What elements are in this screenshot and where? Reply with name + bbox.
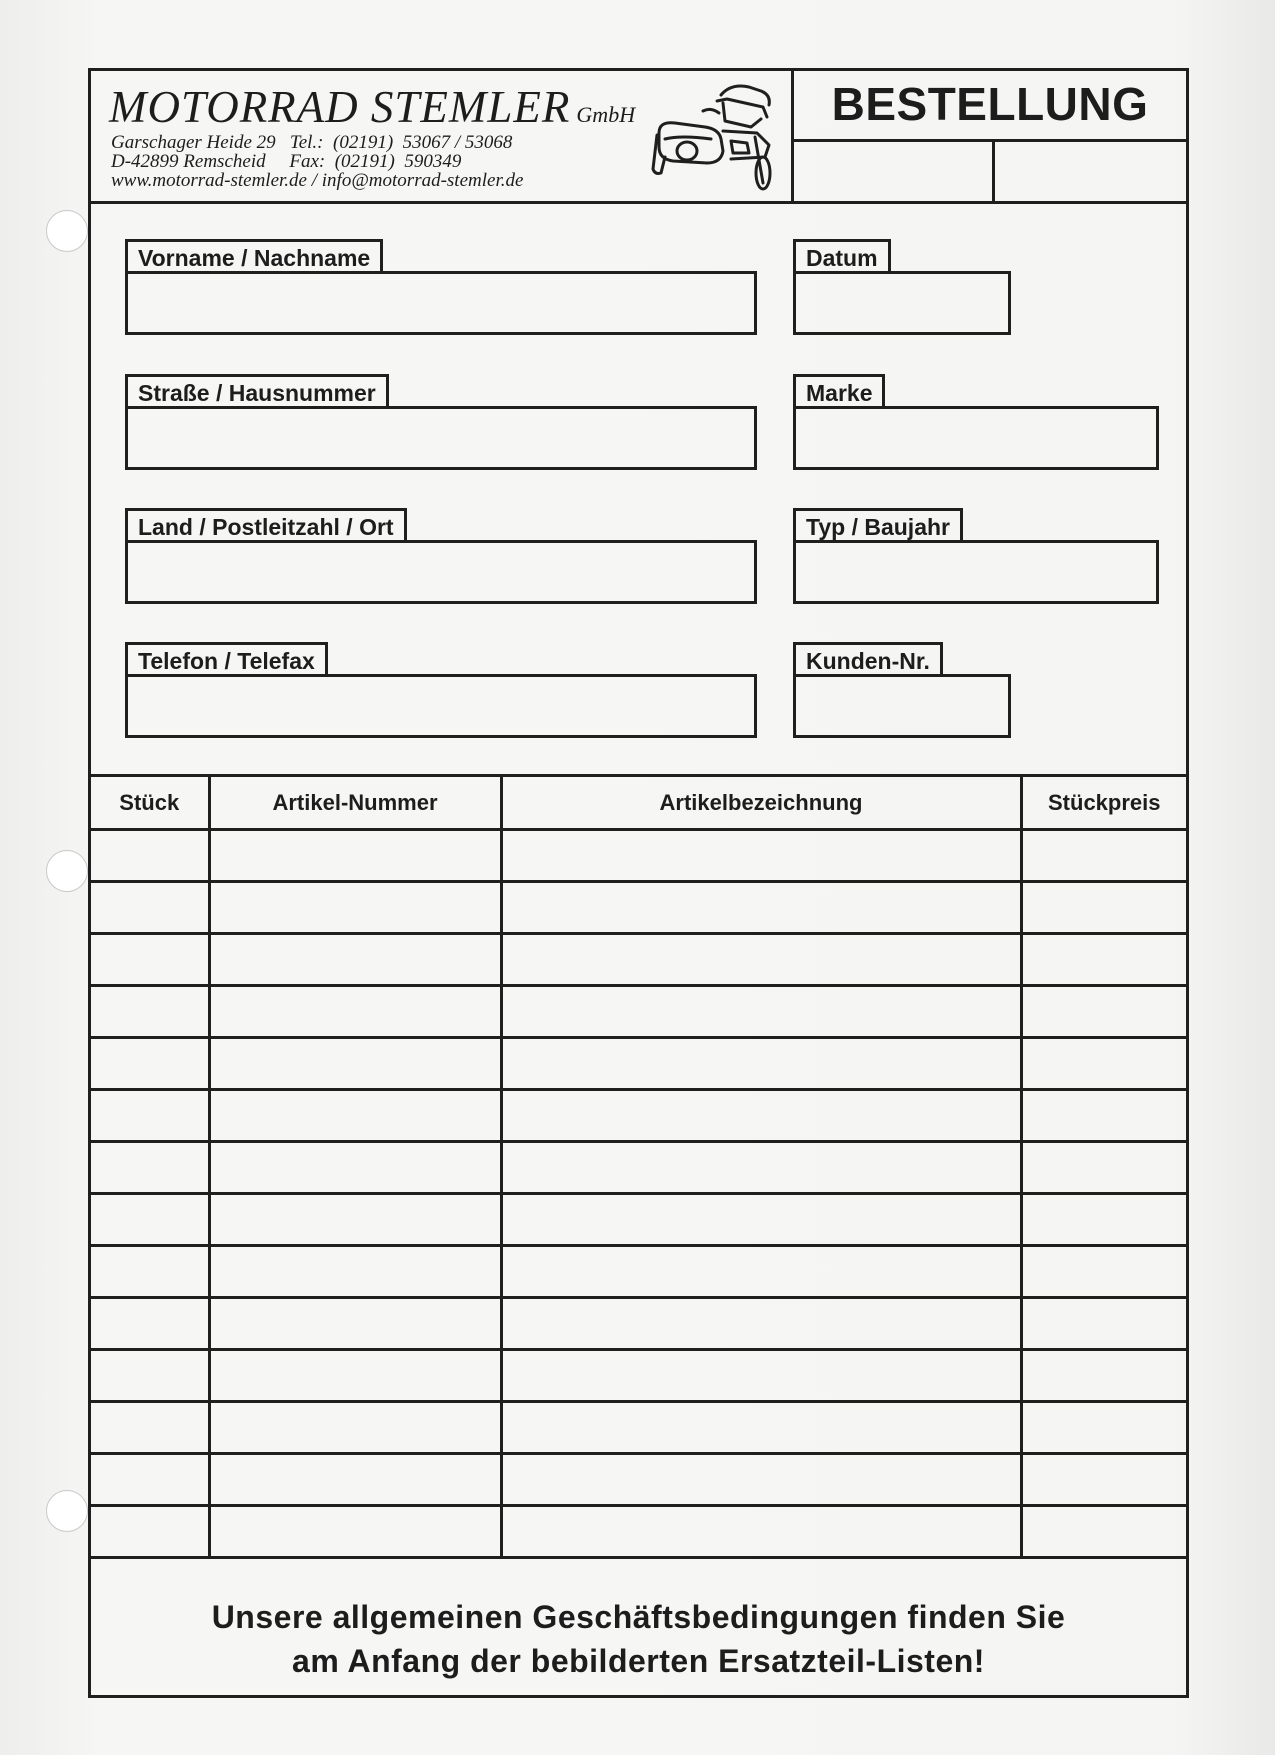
unit-price-cell[interactable] xyxy=(1021,1350,1186,1402)
quantity-cell[interactable] xyxy=(91,1038,209,1090)
brand-label: Marke xyxy=(793,374,885,406)
column-header-description: Artikelbezeichnung xyxy=(501,776,1021,830)
article-number-cell[interactable] xyxy=(209,1506,501,1558)
reference-fields xyxy=(794,139,1186,201)
article-number-cell[interactable] xyxy=(209,1194,501,1246)
table-row xyxy=(91,830,1186,882)
form-title-area xyxy=(794,71,1186,201)
table-row xyxy=(91,986,1186,1038)
address-line: D-42899 Remscheid Fax: (02191) 590349 xyxy=(111,151,462,172)
punch-hole xyxy=(46,850,88,892)
column-header-article-number: Artikel-Nummer xyxy=(209,776,501,830)
article-number-cell[interactable] xyxy=(209,1090,501,1142)
column-header-unit-price: Stückpreis xyxy=(1021,776,1186,830)
name-input[interactable] xyxy=(125,271,757,335)
unit-price-cell[interactable] xyxy=(1021,1454,1186,1506)
article-number-cell[interactable] xyxy=(209,1246,501,1298)
description-cell[interactable] xyxy=(501,1298,1021,1350)
quantity-cell[interactable] xyxy=(91,1246,209,1298)
unit-price-cell[interactable] xyxy=(1021,1246,1186,1298)
column-header-quantity: Stück xyxy=(91,776,209,830)
description-cell[interactable] xyxy=(501,1402,1021,1454)
table-row xyxy=(91,1298,1186,1350)
description-cell[interactable] xyxy=(501,1454,1021,1506)
table-row xyxy=(91,1246,1186,1298)
unit-price-cell[interactable] xyxy=(1021,1402,1186,1454)
description-cell[interactable] xyxy=(501,830,1021,882)
unit-price-cell[interactable] xyxy=(1021,1038,1186,1090)
article-number-cell[interactable] xyxy=(209,986,501,1038)
unit-price-cell[interactable] xyxy=(1021,1298,1186,1350)
table-row xyxy=(91,1454,1186,1506)
company-address xyxy=(111,133,523,190)
article-number-cell[interactable] xyxy=(209,1142,501,1194)
description-cell[interactable] xyxy=(501,1090,1021,1142)
customer-no-input[interactable] xyxy=(793,674,1011,738)
terms-line: Unsere allgemeinen Geschäftsbedingungen finden Sie xyxy=(211,1599,1066,1635)
date-label: Datum xyxy=(793,239,891,271)
article-number-cell[interactable] xyxy=(209,830,501,882)
order-items-table xyxy=(91,774,1186,1559)
table-row xyxy=(91,1038,1186,1090)
quantity-cell[interactable] xyxy=(91,934,209,986)
unit-price-cell[interactable] xyxy=(1021,1142,1186,1194)
terms-line: am Anfang der bebilderten Ersatzteil-Listen! xyxy=(292,1643,985,1679)
article-number-cell[interactable] xyxy=(209,1454,501,1506)
table-header-row xyxy=(91,776,1186,830)
table-row xyxy=(91,1402,1186,1454)
customer-no-label: Kunden-Nr. xyxy=(793,642,943,674)
quantity-cell[interactable] xyxy=(91,986,209,1038)
quantity-cell[interactable] xyxy=(91,882,209,934)
street-label: Straße / Hausnummer xyxy=(125,374,389,406)
quantity-cell[interactable] xyxy=(91,1298,209,1350)
unit-price-cell[interactable] xyxy=(1021,882,1186,934)
quantity-cell[interactable] xyxy=(91,1402,209,1454)
street-input[interactable] xyxy=(125,406,757,470)
unit-price-cell[interactable] xyxy=(1021,830,1186,882)
table-body xyxy=(91,830,1186,1558)
article-number-cell[interactable] xyxy=(209,1350,501,1402)
description-cell[interactable] xyxy=(501,1506,1021,1558)
article-number-cell[interactable] xyxy=(209,1038,501,1090)
table-row xyxy=(91,1506,1186,1558)
company-block xyxy=(91,71,794,201)
table-row xyxy=(91,1350,1186,1402)
address-line: Garschager Heide 29 Tel.: (02191) 53067 / 53068 xyxy=(111,132,513,153)
company-name xyxy=(109,81,635,133)
table-row xyxy=(91,882,1186,934)
description-cell[interactable] xyxy=(501,1246,1021,1298)
city-label: Land / Postleitzahl / Ort xyxy=(125,508,407,540)
table-row xyxy=(91,1194,1186,1246)
quantity-cell[interactable] xyxy=(91,1142,209,1194)
description-cell[interactable] xyxy=(501,934,1021,986)
terms-note xyxy=(91,1583,1186,1695)
motorcycle-sidecar-icon xyxy=(651,77,781,195)
unit-price-cell[interactable] xyxy=(1021,934,1186,986)
quantity-cell[interactable] xyxy=(91,1506,209,1558)
form-header xyxy=(91,71,1186,204)
company-name-text: MOTORRAD STEMLER xyxy=(109,82,571,132)
article-number-cell[interactable] xyxy=(209,1402,501,1454)
reference-field[interactable] xyxy=(794,142,995,201)
form-title: BESTELLUNG xyxy=(831,78,1149,130)
reference-field[interactable] xyxy=(995,142,1185,201)
description-cell[interactable] xyxy=(501,882,1021,934)
article-number-cell[interactable] xyxy=(209,934,501,986)
unit-price-cell[interactable] xyxy=(1021,1506,1186,1558)
table-row xyxy=(91,1090,1186,1142)
description-cell[interactable] xyxy=(501,1038,1021,1090)
description-cell[interactable] xyxy=(501,986,1021,1038)
unit-price-cell[interactable] xyxy=(1021,986,1186,1038)
date-input[interactable] xyxy=(793,271,1011,335)
quantity-cell[interactable] xyxy=(91,1350,209,1402)
name-label: Vorname / Nachname xyxy=(125,239,383,271)
address-line: www.motorrad-stemler.de / info@motorrad-stemler.de xyxy=(111,170,524,191)
quantity-cell[interactable] xyxy=(91,830,209,882)
table-row xyxy=(91,1142,1186,1194)
unit-price-cell[interactable] xyxy=(1021,1194,1186,1246)
brand-input[interactable] xyxy=(793,406,1159,470)
company-suffix: GmbH xyxy=(576,102,636,127)
description-cell[interactable] xyxy=(501,1194,1021,1246)
description-cell[interactable] xyxy=(501,1142,1021,1194)
article-number-cell[interactable] xyxy=(209,1298,501,1350)
type-label: Typ / Baujahr xyxy=(793,508,963,540)
quantity-cell[interactable] xyxy=(91,1090,209,1142)
punch-hole xyxy=(46,1490,88,1532)
order-form xyxy=(88,68,1189,1698)
unit-price-cell[interactable] xyxy=(1021,1090,1186,1142)
phone-label: Telefon / Telefax xyxy=(125,642,328,674)
city-input[interactable] xyxy=(125,540,757,604)
quantity-cell[interactable] xyxy=(91,1454,209,1506)
description-cell[interactable] xyxy=(501,1350,1021,1402)
quantity-cell[interactable] xyxy=(91,1194,209,1246)
type-input[interactable] xyxy=(793,540,1159,604)
table-row xyxy=(91,934,1186,986)
punch-hole xyxy=(46,210,88,252)
phone-input[interactable] xyxy=(125,674,757,738)
article-number-cell[interactable] xyxy=(209,882,501,934)
